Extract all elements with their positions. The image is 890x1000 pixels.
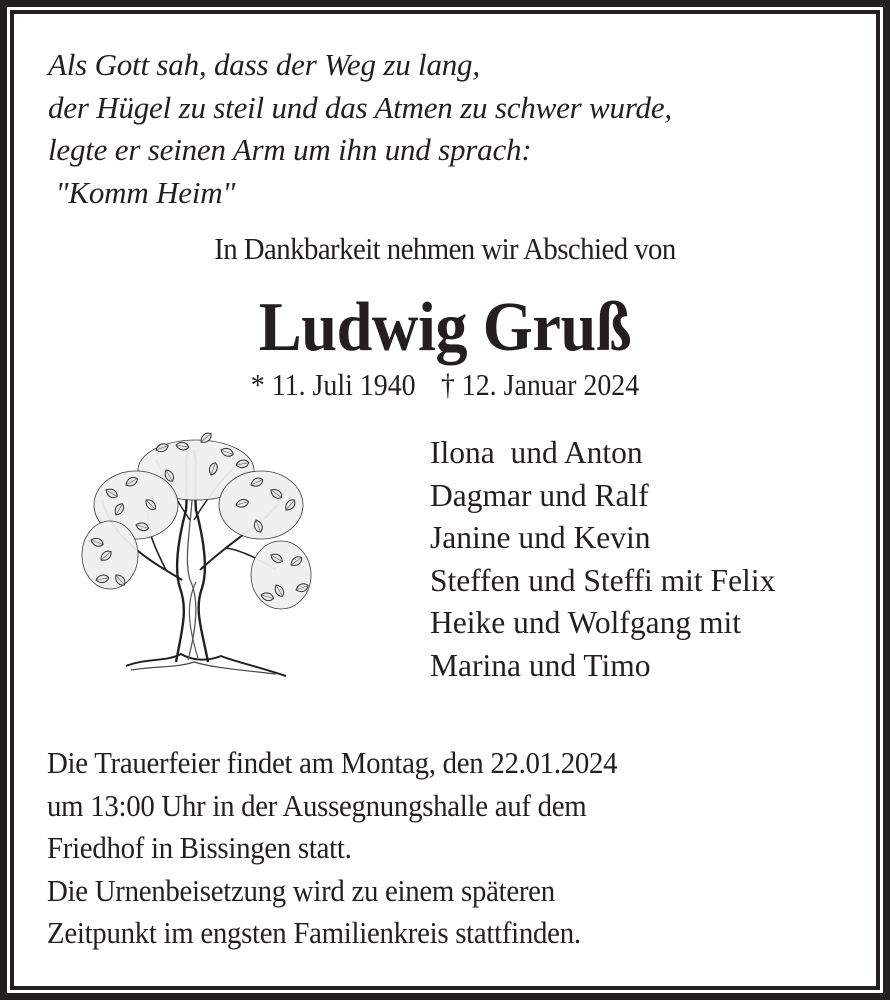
deceased-name: Ludwig Gruß	[258, 289, 632, 366]
poem-line: der Hügel zu steil und das Atmen zu schwer wurde,	[48, 89, 672, 125]
life-dates	[45, 367, 846, 403]
tree-illustration-icon	[76, 430, 320, 682]
poem-line: "Komm Heim"	[48, 174, 236, 210]
intro-text: In Dankbarkeit nehmen wir Abschied von	[214, 231, 676, 266]
poem-line: Als Gott sah, dass der Weg zu lang,	[48, 47, 480, 82]
service-line: Friedhof in Bissingen statt.	[47, 830, 352, 866]
service-line: Die Urnenbeisetzung wird zu einem späteren	[47, 872, 555, 908]
mourner-entry: Ilona und Anton	[430, 435, 643, 470]
birth-date: * 11. Juli 1940	[250, 367, 416, 402]
poem-line: legte er seinen Arm um ihn und sprach:	[48, 132, 532, 167]
service-line: um 13:00 Uhr in der Aussegnungshalle auf dem	[47, 787, 587, 823]
mourner-entry: Heike und Wolfgang mit	[430, 605, 741, 640]
death-date: † 12. Januar 2024	[440, 367, 640, 402]
mourner-entry: Dagmar und Ralf	[430, 477, 649, 513]
service-details	[47, 742, 617, 955]
poem-verse	[48, 44, 672, 214]
service-line: Die Trauerfeier findet am Montag, den 22.01.2024	[47, 745, 618, 780]
service-line: Zeitpunkt im engsten Familienkreis stattfinden.	[47, 915, 581, 951]
mourner-entry: Marina und Timo	[430, 647, 651, 683]
mourners-list	[430, 432, 775, 687]
mourner-entry: Janine und Kevin	[430, 520, 651, 555]
mourner-entry: Steffen und Steffi mit Felix	[430, 562, 776, 598]
